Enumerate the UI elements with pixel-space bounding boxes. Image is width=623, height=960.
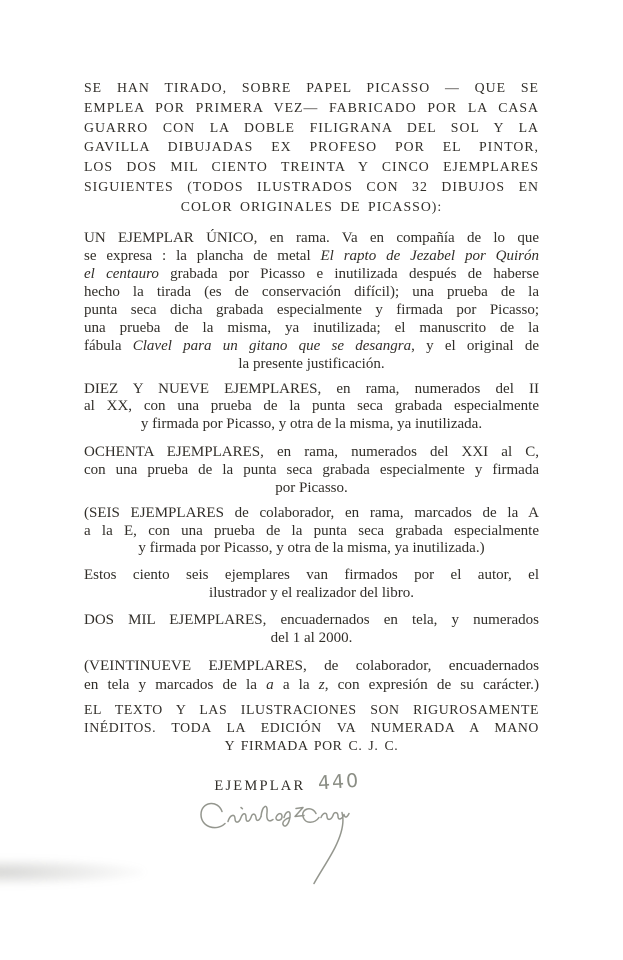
italic-text-segment: Clavel para un gitano que se desangra xyxy=(132,337,412,354)
text-segment: a la xyxy=(273,675,319,693)
text-segment: , y el original de xyxy=(411,337,539,354)
text-line xyxy=(84,480,539,498)
text-line xyxy=(84,701,539,719)
text-line xyxy=(84,319,539,337)
text-line xyxy=(84,540,539,558)
text-segment: OCHENTA EJEMPLARES, en rama, numerados del XXI al C, xyxy=(84,444,539,461)
text-segment: se expresa : la plancha de metal xyxy=(84,247,321,264)
text-segment: fábula xyxy=(84,337,133,354)
text-segment: (VEINTINUEVE EJEMPLARES, de colaborador, encuadernados xyxy=(84,656,539,674)
text-segment: al XX, con una prueba de la punta seca grabada especialmente xyxy=(84,398,539,415)
text-line xyxy=(84,229,539,247)
text-segment: LOS DOS MIL CIENTO TREINTA Y CINCO EJEMPLARES xyxy=(84,159,539,175)
text-line xyxy=(84,629,539,647)
text-segment: DIEZ Y NUEVE EJEMPLARES, en rama, numerados del II xyxy=(84,380,539,397)
text-line xyxy=(84,78,539,98)
text-segment: y firmada por Picasso, y otra de la misma, ya inutilizada.) xyxy=(138,540,485,557)
text-segment: por Picasso. xyxy=(275,479,348,496)
text-segment: Y FIRMADA POR C. J. C. xyxy=(224,737,399,753)
text-line xyxy=(84,444,539,462)
text-segment: del 1 al 2000. xyxy=(270,629,353,646)
text-segment: INÉDITOS. TODA LA EDICIÓN VA NUMERADA A MANO xyxy=(84,719,539,735)
text-line xyxy=(84,265,539,283)
paragraph xyxy=(84,611,539,647)
text-segment: UN EJEMPLAR ÚNICO, en rama. Va en compañía de lo que xyxy=(84,229,539,246)
text-segment: hecho la tirada (es de conservación difícil); una prueba de la xyxy=(84,283,539,300)
text-segment: GAVILLA DIBUJADAS EX PROFESO POR EL PINTOR, xyxy=(84,139,539,155)
text-line xyxy=(84,137,539,157)
text-segment: Estos ciento seis ejemplares van firmados por el autor, el xyxy=(84,566,539,583)
ejemplar-number-handwritten: 440 xyxy=(317,769,362,795)
text-segment: DOS MIL EJEMPLARES, encuadernados en tela, y numerados xyxy=(84,611,539,628)
signature-strokes-svg xyxy=(192,788,367,888)
paragraph xyxy=(84,566,539,602)
text-line xyxy=(84,611,539,629)
text-segment: punta seca dicha grabada especialmente y firmada por Picasso; xyxy=(84,301,539,318)
scan-edge-smudge xyxy=(0,858,144,886)
text-segment: con una prueba de la punta seca grabada especialmente y firmada xyxy=(84,461,539,478)
text-line xyxy=(84,157,539,177)
text-segment: EMPLEA POR PRIMERA VEZ— FABRICADO POR LA CASA xyxy=(84,99,539,115)
text-line xyxy=(84,737,539,755)
text-line xyxy=(84,355,539,373)
paragraph xyxy=(84,444,539,497)
text-line xyxy=(84,398,539,416)
text-line xyxy=(84,247,539,265)
text-line xyxy=(84,337,539,355)
ejemplar-label: EJEMPLAR xyxy=(214,778,306,795)
text-line xyxy=(84,283,539,301)
text-segment: grabada por Picasso e inutilizada después de haberse xyxy=(158,265,539,282)
text-segment: (SEIS EJEMPLARES de colaborador, en rama, marcados de la A xyxy=(84,505,539,522)
paragraph xyxy=(84,656,539,694)
text-line xyxy=(84,301,539,319)
paragraph xyxy=(84,229,539,373)
text-segment: una prueba de la misma, ya inutilizada; el manuscrito de la xyxy=(84,319,539,336)
text-line xyxy=(84,719,539,737)
text-line xyxy=(84,675,539,694)
paragraph xyxy=(84,381,539,434)
text-line xyxy=(84,505,539,523)
text-segment: ilustrador y el realizador del libro. xyxy=(209,584,414,601)
text-segment: la presente justificación. xyxy=(238,355,385,372)
text-segment: GUARRO CON LA DOBLE FILIGRANA DEL SOL Y LA xyxy=(84,119,539,135)
text-line xyxy=(84,656,539,675)
text-line xyxy=(84,416,539,434)
text-line xyxy=(84,566,539,584)
text-line xyxy=(84,462,539,480)
text-block xyxy=(84,78,539,754)
italic-text-segment: z xyxy=(318,675,325,693)
text-line xyxy=(84,197,539,217)
paragraph xyxy=(84,701,539,754)
signature-handwritten xyxy=(192,788,367,888)
text-segment: COLOR ORIGINALES DE PICASSO): xyxy=(180,198,443,214)
italic-text-segment: el centauro xyxy=(84,265,159,282)
italic-text-segment: a xyxy=(266,675,274,693)
text-segment: SIGUIENTES (TODOS ILUSTRADOS CON 32 DIBUJOS EN xyxy=(84,178,539,194)
text-segment: SE HAN TIRADO, SOBRE PAPEL PICASSO — QUE SE xyxy=(84,80,539,95)
text-segment: en tela y marcados de la xyxy=(84,675,267,693)
text-line xyxy=(84,523,539,541)
text-segment: a la E, con una prueba de la punta seca grabada especialmente xyxy=(84,522,539,539)
paragraph xyxy=(84,78,539,217)
text-segment: EL TEXTO Y LAS ILUSTRACIONES SON RIGUROSAMENTE xyxy=(84,701,539,717)
text-line xyxy=(84,118,539,138)
text-line xyxy=(84,177,539,197)
text-line xyxy=(84,98,539,118)
text-segment: y firmada por Picasso, y otra de la misma, ya inutilizada. xyxy=(140,415,483,432)
text-segment: , con expresión de su carácter.) xyxy=(324,675,539,693)
paragraph xyxy=(84,505,539,558)
text-line xyxy=(84,381,539,399)
italic-text-segment: El rapto de Jezabel por Quirón xyxy=(320,247,539,264)
text-line xyxy=(84,584,539,602)
